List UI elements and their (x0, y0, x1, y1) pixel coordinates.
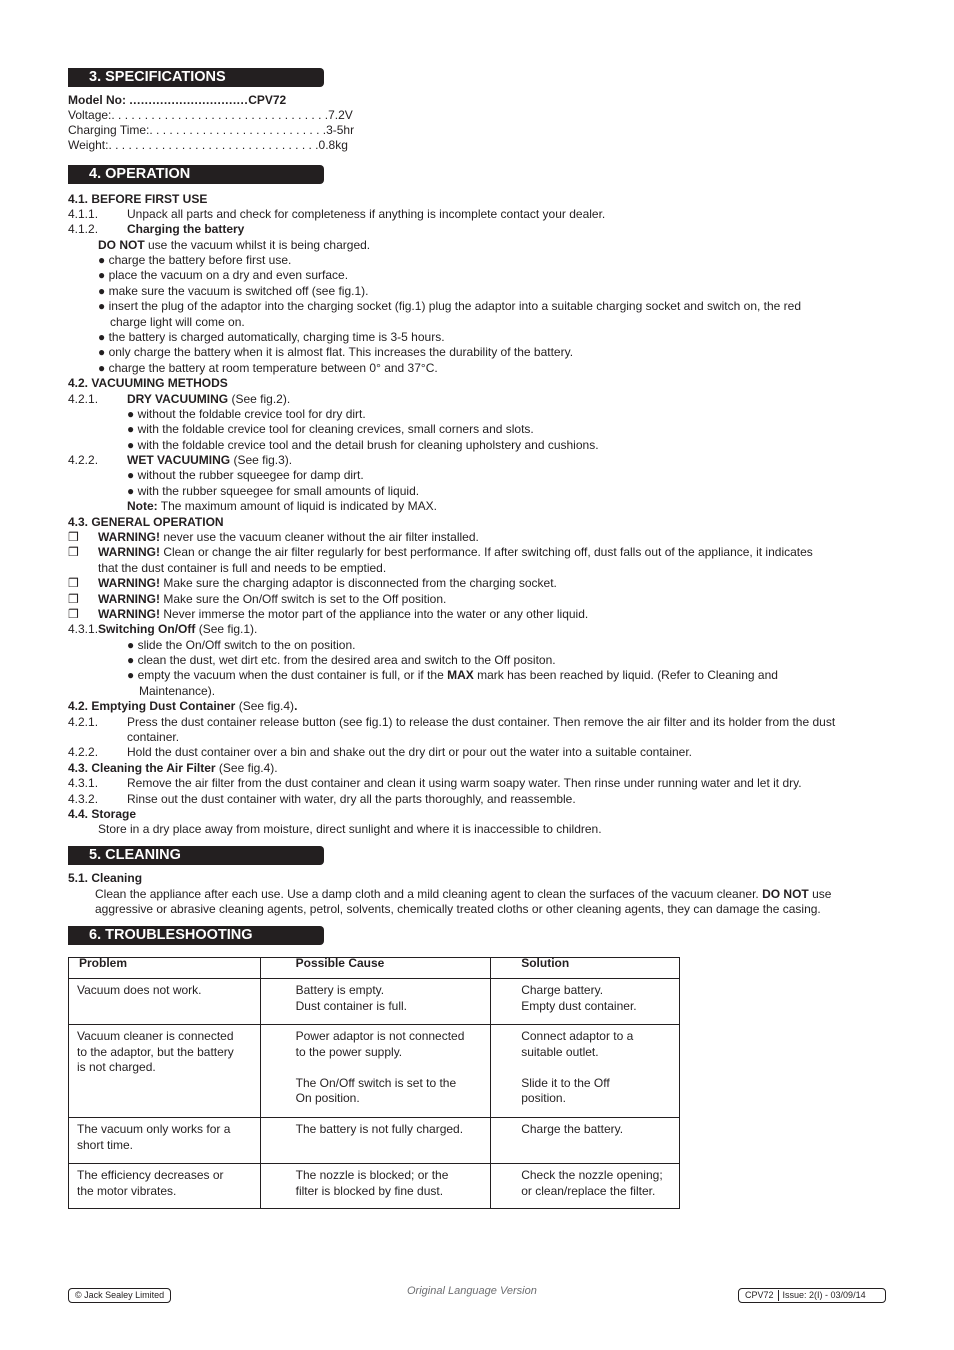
bullet-item: ● charge the battery before first use. (98, 253, 292, 267)
step-number: 4.2.2. (68, 745, 99, 759)
cell-line: Charge battery. (521, 983, 604, 997)
warning-label: WARNING! (98, 576, 160, 590)
subheading-before-first-use: 4.1. BEFORE FIRST USE (68, 192, 208, 206)
cause-cell (260, 1164, 491, 1209)
instruction-text: (See fig.3). (230, 453, 293, 467)
cause-cell (260, 1118, 491, 1164)
problem-cell (69, 979, 261, 1025)
instruction-text: never use the vacuum cleaner without the air filter installed. (160, 530, 479, 544)
instruction-text: use the vacuum whilst it is being charged. (144, 238, 371, 252)
instruction-text: Never immerse the motor part of the appliance into the water or any other liquid. (160, 607, 589, 621)
step-number: 4.3.1. (68, 776, 99, 790)
cell-line: to the adaptor, but the battery (77, 1044, 234, 1059)
step-number: 4.2.1. (68, 715, 99, 729)
column-header: Solution (491, 958, 680, 979)
solution-cell (491, 1025, 680, 1118)
spec-model (68, 93, 286, 108)
spec-charging-time (68, 123, 354, 138)
bullet-item: ● make sure the vacuum is switched off (see fig.1). (98, 284, 369, 298)
section-header-operation: 4. OPERATION (68, 165, 324, 184)
note-line (127, 499, 437, 514)
problem-cell (69, 1164, 261, 1209)
cell-line: The On/Off switch is set to the (295, 1075, 457, 1090)
column-header: Problem (69, 958, 261, 979)
spec-label: Voltage: (68, 108, 112, 122)
cell-line: Battery is empty. (295, 983, 385, 997)
instruction-text: Make sure the On/Off switch is set to the Off position. (160, 592, 447, 606)
spec-label: Charging Time: (68, 123, 150, 137)
instruction-text: (See fig.1). (195, 622, 258, 636)
model-number: CPV72 (745, 1290, 774, 1300)
spec-value: CPV72 (248, 93, 287, 107)
emphasis: DO NOT (762, 887, 809, 901)
cell-line: to the power supply. (295, 1044, 403, 1059)
cell-line: Empty dust container. (521, 998, 637, 1013)
cell-line: Vacuum does not work. (77, 983, 202, 997)
cell-line: Check the nozzle opening; (521, 1168, 663, 1182)
solution-cell (491, 1164, 680, 1209)
cell-line: The vacuum only works for a (77, 1122, 231, 1136)
bullet-item: ● clean the dust, wet dirt etc. from the desired area and switch to the Off positon. (127, 653, 556, 667)
step-title (127, 453, 292, 468)
step-title: Charging the battery (127, 222, 245, 236)
bullet-item: ● with the rubber squeegee for small amounts of liquid. (127, 484, 420, 498)
warning-line (98, 576, 557, 591)
step-line (68, 622, 257, 637)
bullet-item: ● charge the battery at room temperature between 0° and 37°C. (98, 361, 438, 375)
section-header-troubleshooting: 6. TROUBLESHOOTING (68, 926, 324, 945)
cause-cell (260, 979, 491, 1025)
spec-value: 3-5hr (326, 123, 355, 137)
cell-line: Power adaptor is not connected (295, 1029, 465, 1043)
instruction-text: (See fig.4). (215, 761, 278, 775)
instruction-text: (See fig.4) (235, 699, 295, 713)
cell-line: Connect adaptor to a (521, 1029, 634, 1043)
step-title (127, 392, 290, 407)
table-row (69, 1118, 680, 1164)
warning-continuation: that the dust container is full and needs to be emptied. (98, 561, 387, 575)
warning-line (98, 607, 588, 622)
step-text: Remove the air filter from the dust container and clean it using warm soapy water. Then rinse under running water and let it dry. (127, 776, 802, 790)
step-text: Unpack all parts and check for completeness if anything is incomplete contact your dealer. (127, 207, 606, 221)
instruction-text: Clean the appliance after each use. Use a damp cloth and a mild cleaning agent to clean the surfaces of the vacuum cleaner. (95, 887, 763, 901)
instruction-text: (See fig.2). (228, 392, 291, 406)
issue-number: Issue: 2(I) - 03/09/14 (782, 1290, 866, 1300)
step-continuation: container. (127, 730, 180, 744)
bullet-item: ● with the foldable crevice tool and the detail brush for cleaning upholstery and cushions. (127, 438, 599, 452)
cause-cell (260, 1025, 491, 1118)
cleaning-text (95, 887, 831, 902)
section-header-specifications: 3. SPECIFICATIONS (68, 68, 324, 87)
instruction-text: mark has been reached by liquid. (Refer to Cleaning and (473, 668, 778, 682)
divider (778, 1290, 779, 1301)
table-header-row (69, 958, 680, 979)
cell-line: On position. (295, 1091, 360, 1105)
warning-label: WARNING! (98, 545, 160, 559)
problem-cell (69, 1118, 261, 1164)
warning-label: WARNING! (98, 607, 160, 621)
step-number: 4.1.1. (68, 207, 99, 221)
subheading-title: 4.2. Emptying Dust Container (68, 699, 236, 713)
spec-dots: . . . . . . . . . . . . . . . . . . . . . . . . . . . . . . . . (108, 138, 319, 152)
emphasis: WET VACUUMING (127, 453, 231, 467)
step-number: 4.2.1. (68, 392, 99, 406)
cell-line: The battery is not fully charged. (295, 1122, 464, 1136)
spec-voltage (68, 108, 353, 123)
instruction-text: Clean or change the air filter regularly for best performance. If after switching off, dust falls out of the appliance, it indicates (160, 545, 813, 559)
spec-dots: . . . . . . . . . . . . . . . . . . . . . . . . . . . . . . . . . (111, 108, 329, 122)
subheading-emptying-dust-container (68, 699, 297, 714)
warning-line (98, 545, 813, 560)
bullet-item: ● without the foldable crevice tool for dry dirt. (127, 407, 366, 421)
cell-line: suitable outlet. (521, 1044, 599, 1059)
spec-label: Weight: (68, 138, 109, 152)
instruction-text: ● empty the vacuum when the dust container is full, or if the (127, 668, 448, 682)
instruction-line (98, 238, 370, 253)
cleaning-text: aggressive or abrasive cleaning agents, petrol, solvents, chemically treated cloths or other cleaning agents, they can damage the casing. (95, 902, 821, 916)
cell-line: or clean/replace the filter. (521, 1183, 656, 1198)
cell-line: short time. (77, 1137, 134, 1152)
subheading-vacuuming-methods: 4.2. VACUUMING METHODS (68, 376, 228, 390)
cell-line: Slide it to the Off (521, 1075, 610, 1090)
bullet-item: ● insert the plug of the adaptor into the charging socket (fig.1) plug the adaptor into a suitable charging socket and switch on, the red (98, 299, 802, 313)
warning-label: WARNING! (98, 592, 160, 606)
checkbox-icon: ❒ (68, 576, 79, 590)
cell-line: Charge the battery. (521, 1122, 624, 1136)
cell-line: position. (521, 1091, 566, 1105)
checkbox-icon: ❒ (68, 530, 79, 544)
line-gap (521, 1060, 675, 1076)
copyright-badge: © Jack Sealey Limited (68, 1288, 171, 1303)
step-number: 4.1.2. (68, 222, 99, 236)
cell-line: the motor vibrates. (77, 1183, 177, 1198)
subheading-storage: 4.4. Storage (68, 807, 137, 821)
bullet-item: ● slide the On/Off switch to the on position. (127, 638, 356, 652)
subheading-general-operation: 4.3. GENERAL OPERATION (68, 515, 224, 529)
bullet-item: ● only charge the battery when it is almost flat. This increases the durability of the battery. (98, 345, 574, 359)
issue-badge (738, 1288, 886, 1303)
problem-cell (69, 1025, 261, 1118)
cell-line: The nozzle is blocked; or the (295, 1168, 449, 1182)
emphasis: DO NOT (98, 238, 145, 252)
table-row (69, 1164, 680, 1209)
cell-line: Vacuum cleaner is connected (77, 1029, 234, 1043)
language-version: Original Language Version (407, 1285, 537, 1297)
storage-text: Store in a dry place away from moisture, direct sunlight and where it is inaccessible to children. (98, 822, 602, 836)
section-header-cleaning: 5. CLEANING (68, 846, 324, 865)
spec-weight (68, 138, 348, 153)
step-number: 4.3.2. (68, 792, 99, 806)
line-gap (296, 1060, 487, 1076)
spec-value: 0.8kg (318, 138, 348, 152)
bullet-item: ● without the rubber squeegee for damp dirt. (127, 468, 364, 482)
spec-value: 7.2V (328, 108, 353, 122)
warning-line (98, 592, 446, 607)
subheading-cleaning: 5.1. Cleaning (68, 871, 143, 885)
instruction-text: Make sure the charging adaptor is disconnected from the charging socket. (160, 576, 557, 590)
bullet-item: ● with the foldable crevice tool for cleaning crevices, small corners and slots. (127, 422, 534, 436)
troubleshooting-table (68, 957, 680, 1209)
table-row (69, 979, 680, 1025)
cell-line: The efficiency decreases or (77, 1168, 224, 1182)
bullet-item: ● the battery is charged automatically, charging time is 3-5 hours. (98, 330, 445, 344)
cell-line: Dust container is full. (295, 998, 408, 1013)
column-header: Possible Cause (260, 958, 491, 979)
step-title: Switching On/Off (98, 622, 196, 636)
instruction-text: The maximum amount of liquid is indicated by MAX. (157, 499, 437, 513)
subheading-title: 4.3. Cleaning the Air Filter (68, 761, 216, 775)
checkbox-icon: ❒ (68, 592, 79, 606)
step-number: 4.3.1. (68, 622, 99, 636)
bullet-continuation: Maintenance). (139, 684, 216, 698)
bullet-item (127, 668, 778, 683)
step-text: Hold the dust container over a bin and shake out the dry dirt or pour out the water into a suitable container. (127, 745, 693, 759)
spec-label: Model No: (68, 93, 130, 107)
table-row (69, 1025, 680, 1118)
step-text: Press the dust container release button (see fig.1) to release the dust container. Then remove the air filter and its holder from the dust (127, 715, 836, 729)
cell-line: filter is blocked by fine dust. (295, 1183, 444, 1198)
checkbox-icon: ❒ (68, 545, 79, 559)
bullet-item: ● place the vacuum on a dry and even surface. (98, 268, 349, 282)
cell-line: is not charged. (77, 1060, 156, 1074)
emphasis: MAX (447, 668, 474, 682)
instruction-text: use (808, 887, 832, 901)
spec-dots: ............................... (129, 93, 249, 107)
solution-cell (491, 1118, 680, 1164)
step-number: 4.2.2. (68, 453, 99, 467)
step-text: Rinse out the dust container with water, dry all the parts thoroughly, and reassemble. (127, 792, 576, 806)
warning-label: WARNING! (98, 530, 160, 544)
warning-line (98, 530, 479, 545)
solution-cell (491, 979, 680, 1025)
emphasis: Note: (127, 499, 158, 513)
emphasis: DRY VACUUMING (127, 392, 229, 406)
subheading-cleaning-air-filter (68, 761, 278, 776)
spec-dots: . . . . . . . . . . . . . . . . . . . . . . . . . . . (149, 123, 327, 137)
checkbox-icon: ❒ (68, 607, 79, 621)
bullet-continuation: charge light will come on. (110, 315, 245, 329)
punctuation: . (294, 699, 298, 713)
